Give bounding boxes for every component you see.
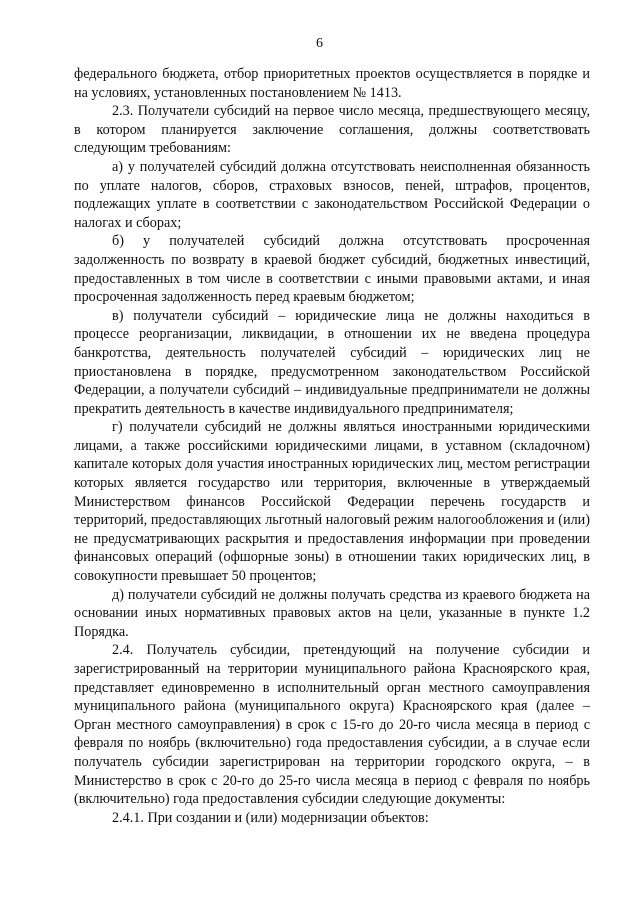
document-body xyxy=(74,65,590,827)
paragraph-2-4-1: 2.4.1. При создании и (или) модернизации объектов: xyxy=(112,809,429,826)
paragraph-item-g: г) получатели субсидий не должны являться иностранными юридическими лицами, а также российскими юридическими лицами, в уставном (складочном) капитале которых доля участия иностранных юридических лиц, местом регистрации которых является государство или территория, включенные в утверждаемый Министерством финансов Российской Федерации перечень государств и территорий, предоставляющих льготный налоговый режим налогообложения и (или) не предусматривающих раскрытия и предоставления информации при проведении финансовых операций (офшорные зоны) в отношении таких юридических лиц, в совокупности превышает 50 процентов; xyxy=(74,419,590,585)
paragraph-continuation: федерального бюджета, отбор приоритетных проектов осуществляется в порядке и на условиях, установленных постановлением № 1413. xyxy=(74,66,590,101)
paragraph-item-b: б) у получателей субсидий должна отсутствовать просроченная задолженность по возврату в краевой бюджет субсидий, бюджетных инвестиций, предоставленных в том числе в соответствии с иными правовыми актами, и иная просроченная задолженность перед краевым бюджетом; xyxy=(74,233,590,306)
page-number: 6 xyxy=(316,36,323,51)
paragraph-2-3: 2.3. Получатели субсидий на первое число месяца, предшествующего месяцу, в котором планируется заключение соглашения, должны соответствовать следующим требованиям: xyxy=(74,103,590,157)
paragraph-item-v: в) получатели субсидий – юридические лица не должны находиться в процессе реорганизации, ликвидации, в отношении их не введена процедура банкротства, деятельность получателей субсидий – юридических лиц не приостановлена в порядке, предусмотренном законодательством Российской Федерации, а получатели субсидий – индивидуальные предприниматели не должны прекратить деятельность в качестве индивидуального предпринимателя; xyxy=(74,307,590,417)
paragraph-item-a: а) у получателей субсидий должна отсутствовать неисполненная обязанность по уплате налогов, сборов, страховых взносов, пеней, штрафов, процентов, подлежащих уплате в соответствии с законодательством Российской Федерации о налогах и сборах; xyxy=(74,158,590,231)
paragraph-2-4: 2.4. Получатель субсидии, претендующий на получение субсидии и зарегистрированный на территории муниципального района Красноярского края, представляет единовременно в исполнительный орган местного самоуправления муниципального района (муниципального округа) Красноярского края (далее – Орган местного самоуправления) в срок с 15-го до 20-го числа месяца в период с февраля по ноябрь (включительно) года предоставления субсидии, а в случае если получатель субсидии зарегистрирован на территории городского округа, – в Министерство в срок с 20-го до 25-го числа месяца в период с февраля по ноябрь (включительно) года предоставления субсидии следующие документы: xyxy=(74,642,590,808)
paragraph-item-d: д) получатели субсидий не должны получать средства из краевого бюджета на основании иных нормативных правовых актов на цели, указанные в пункте 1.2 Порядка. xyxy=(74,586,590,640)
